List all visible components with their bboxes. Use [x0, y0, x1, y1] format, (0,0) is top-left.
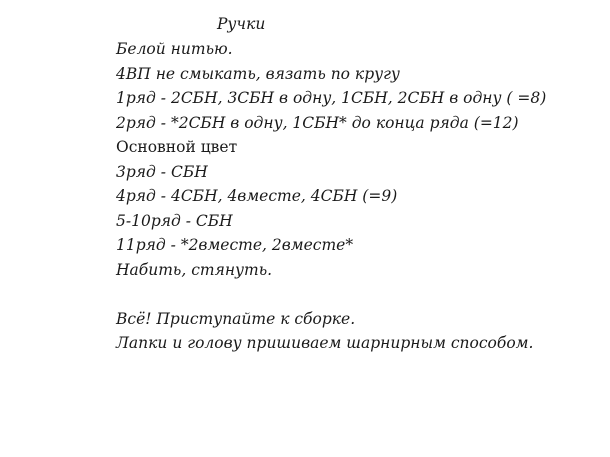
instruction-line-rows-5-10: 5-10ряд - СБН [116, 211, 233, 230]
instruction-line-row-11: 11ряд - *2вместе, 2вместе* [116, 236, 354, 254]
instruction-line-row-4: 4ряд - 4СБН, 4вместе, 4СБН (=9) [116, 187, 398, 205]
instruction-line-row-1: 1ряд - 2СБН, 3СБН в одну, 1СБН, 2СБН в одну ( =8) [116, 89, 547, 107]
instruction-line-color: Белой нитью. [116, 40, 233, 58]
instruction-line-finish: Набить, стянуть. [116, 260, 273, 279]
instruction-line-row-3: 3ряд - СБН [116, 162, 208, 181]
instruction-line-start: 4ВП не смыкать, вязать по кругу [116, 64, 400, 83]
instruction-line-main-color: Основной цвет [116, 138, 238, 156]
page-title: Ручки [217, 15, 266, 33]
paragraph-gap [116, 282, 596, 307]
closing-line-attach: Лапки и голову пришиваем шарнирным способом. [116, 334, 534, 352]
instruction-line-row-2: 2ряд - *2СБН в одну, 1СБН* до конца ряда (=12) [116, 113, 519, 132]
instructions-body [116, 37, 596, 356]
closing-line-assembly: Всё! Приступайте к сборке. [116, 309, 356, 328]
